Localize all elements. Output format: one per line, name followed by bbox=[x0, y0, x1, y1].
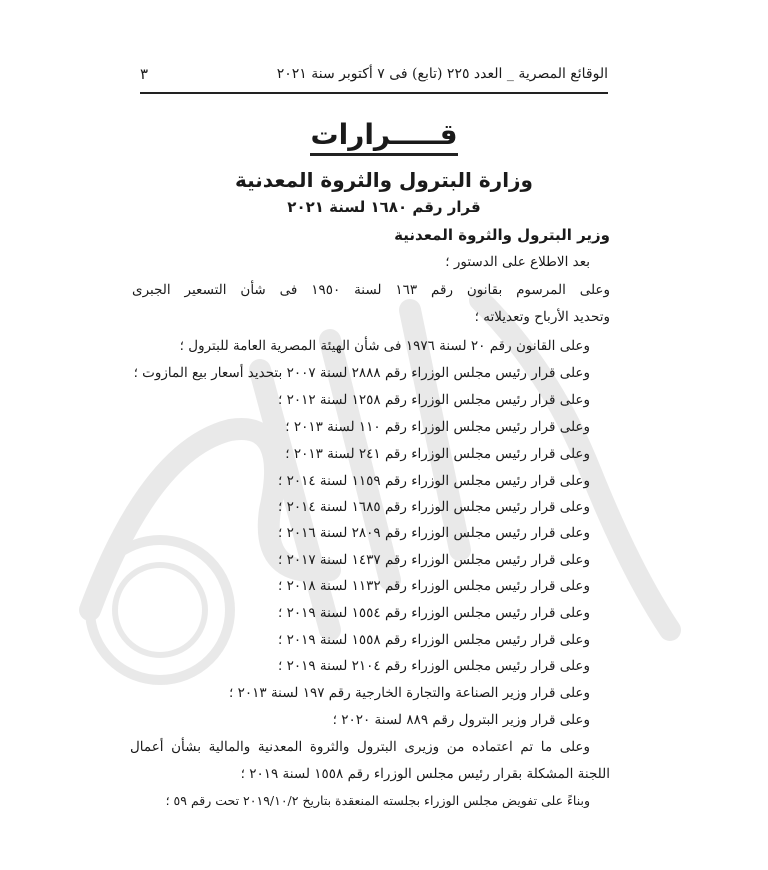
decision-number: قرار رقم ١٦٨٠ لسنة ٢٠٢١ bbox=[287, 198, 481, 216]
header-title: الوقائع المصرية _ العدد ٢٢٥ (تابع) فى ٧ أكتوبر سنة ٢٠٢١ bbox=[276, 66, 608, 82]
preamble-line: وعلى قرار رئيس مجلس الوزراء رقم ١٥٥٤ لسنة ٢٠١٩ ؛ bbox=[277, 605, 590, 621]
preamble-line: وعلى قرار رئيس مجلس الوزراء رقم ١١٣٢ لسنة ٢٠١٨ ؛ bbox=[277, 578, 590, 594]
preamble-line: وعلى المرسوم بقانون رقم ١٦٣ لسنة ١٩٥٠ فى شأن التسعير الجبرى bbox=[132, 282, 610, 298]
preamble-line: وعلى قرار رئيس مجلس الوزراء رقم ١١٠ لسنة ٢٠١٣ ؛ bbox=[285, 419, 590, 435]
preamble-line: وعلى قرار رئيس مجلس الوزراء رقم ١٦٨٥ لسنة ٢٠١٤ ؛ bbox=[277, 499, 590, 515]
preamble-line: وعلى قرار رئيس مجلس الوزراء رقم ٢٨٨٨ لسنة ٢٠٠٧ بتحديد أسعار بيع المازوت ؛ bbox=[133, 365, 590, 381]
preamble-line: وعلى قرار رئيس مجلس الوزراء رقم ١١٥٩ لسنة ٢٠١٤ ؛ bbox=[277, 473, 590, 489]
preamble-line: وعلى قرار رئيس مجلس الوزراء رقم ٢١٠٤ لسنة ٢٠١٩ ؛ bbox=[277, 658, 590, 674]
ministry-name: وزارة البترول والثروة المعدنية bbox=[235, 168, 533, 192]
preamble-line: وعلى القانون رقم ٢٠ لسنة ١٩٧٦ فى شأن الهيئة المصرية العامة للبترول ؛ bbox=[179, 338, 590, 354]
preamble-line: وعلى قرار رئيس مجلس الوزراء رقم ١٥٥٨ لسنة ٢٠١٩ ؛ bbox=[277, 632, 590, 648]
preamble-line: اللجنة المشكلة بقرار رئيس مجلس الوزراء رقم ١٥٥٨ لسنة ٢٠١٩ ؛ bbox=[240, 766, 610, 782]
preamble-line: وبناءً على تفويض مجلس الوزراء بجلسته المنعقدة بتاريخ ٢٠١٩/١٠/٢ تحت رقم ٥٩ ؛ bbox=[165, 793, 590, 808]
issuer-title: وزير البترول والثروة المعدنية bbox=[394, 226, 610, 244]
preamble-line: وعلى قرار وزير الصناعة والتجارة الخارجية رقم ١٩٧ لسنة ٢٠١٣ ؛ bbox=[229, 685, 590, 701]
preamble-line: وعلى قرار وزير البترول رقم ٨٨٩ لسنة ٢٠٢٠ ؛ bbox=[332, 712, 590, 728]
preamble-line: وعلى قرار رئيس مجلس الوزراء رقم ٢٤١ لسنة ٢٠١٣ ؛ bbox=[285, 446, 590, 462]
preamble-line: وعلى ما تم اعتماده من وزيرى البترول والثروة المعدنية والمالية بشأن أعمال bbox=[130, 739, 590, 755]
preamble-line: وعلى قرار رئيس مجلس الوزراء رقم ١٤٣٧ لسنة ٢٠١٧ ؛ bbox=[277, 552, 590, 568]
preamble-line: بعد الاطلاع على الدستور ؛ bbox=[445, 254, 590, 270]
page-number: ٣ bbox=[140, 65, 149, 83]
section-title: قـــــرارات bbox=[0, 118, 768, 151]
preamble-line: وتحديد الأرباح وتعديلاته ؛ bbox=[474, 309, 610, 325]
preamble-line: وعلى قرار رئيس مجلس الوزراء رقم ١٢٥٨ لسنة ٢٠١٢ ؛ bbox=[277, 392, 590, 408]
preamble-line: وعلى قرار رئيس مجلس الوزراء رقم ٢٨٠٩ لسنة ٢٠١٦ ؛ bbox=[277, 525, 590, 541]
